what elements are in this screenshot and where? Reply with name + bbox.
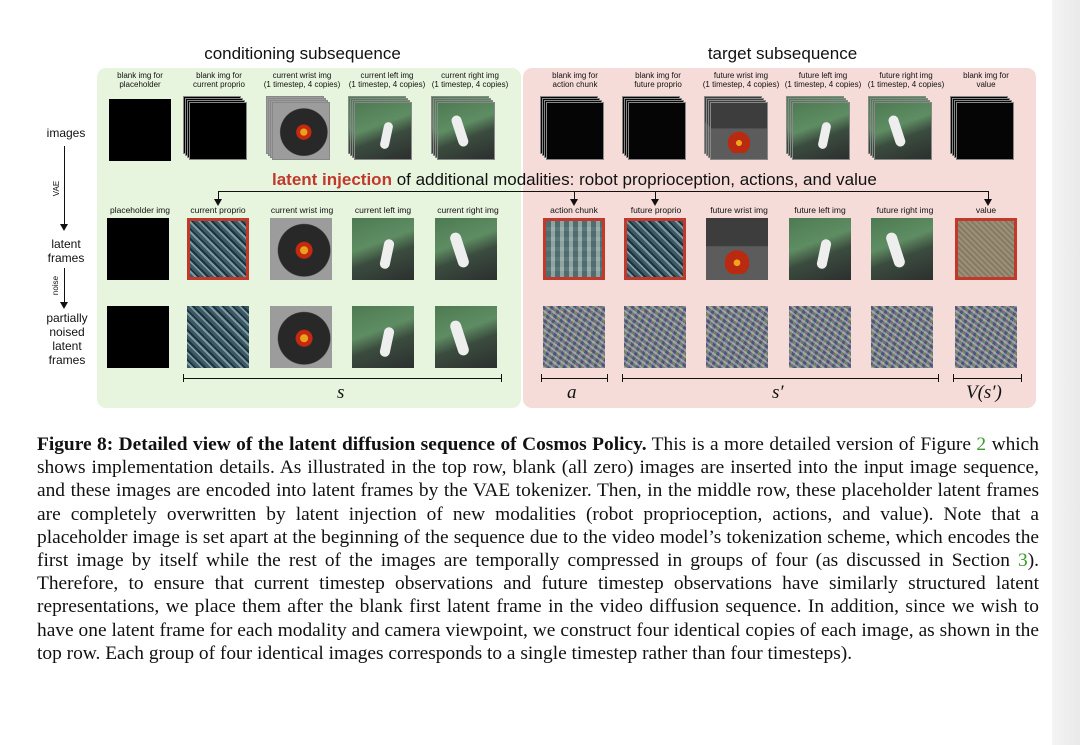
noised-current-left (352, 306, 414, 368)
caption-text-2: which shows implementation details. As illustrated in the top row, blank (all zero) images are inserted into the input image sequence, and these images are encoded into latent frames by the VAE tokenizer. Then, in the middle row, these placeholder latent frames are completely overwritten by latent injection of new modalities (robot proprioception, actions, and value). Note that a placeholder image is set apart at the beginning of the sequence due to the video model’s tokenization scheme, which encodes the first image by itself while the rest of the images are temporally compressed in groups of four (as discussed in Section (37, 434, 1039, 572)
noised-value (955, 306, 1017, 368)
image-stack-future-left (786, 96, 850, 160)
image-stack-future-proprio (622, 96, 686, 160)
noised-placeholder (107, 306, 169, 368)
top-label-value: blank img for value (963, 71, 1009, 89)
row-label-latent: latent frames (47, 237, 85, 265)
image-stack-action-chunk (540, 96, 604, 160)
bracket-value-tick-left (953, 374, 954, 382)
bracket-a (541, 378, 607, 379)
latent-future-right (871, 218, 933, 280)
caption-text-1: This is a more detailed version of Figure (646, 434, 977, 455)
noise-arrowhead (60, 302, 68, 309)
latent-current-wrist (270, 218, 332, 280)
caption-text-3: ). Therefore, to ensure that current timestep observations and future timestep observations have similarly structured latent representations, we place them after the blank first latent frame in the video diffusion sequence. In addition, since we wish to have one latent frame for each modality and camera viewpoint, we construct four identical copies of each image, as shown in the top row. Each group of four identical images corresponds to a single timestep rather than four timesteps). (37, 550, 1039, 664)
bracket-s-tick-left (183, 374, 184, 382)
latent-label-action-chunk: action chunk (550, 205, 598, 215)
conditioning-header: conditioning subsequence (204, 44, 401, 63)
bracket-s-prime (622, 378, 938, 379)
image-stack-future-right (868, 96, 932, 160)
noised-future-right (871, 306, 933, 368)
bracket-a-tick-left (541, 374, 542, 382)
bracket-s-prime-tick-left (622, 374, 623, 382)
bracket-s (183, 378, 501, 379)
latent-placeholder (107, 218, 169, 280)
top-label-action-chunk: blank img for action chunk (552, 71, 598, 89)
noised-future-proprio (624, 306, 686, 368)
latent-current-right (435, 218, 497, 280)
image-stack-current-left (348, 96, 412, 160)
bracket-value (953, 378, 1021, 379)
caption-figure-label: Figure 8: Detailed view of the latent diffusion sequence of Cosmos Policy. (37, 434, 647, 455)
noise-arrow (64, 268, 65, 304)
latent-label-value: value (975, 205, 997, 215)
noised-future-left (789, 306, 851, 368)
math-s: s (337, 382, 345, 403)
row-label-noised: partially noised latent frames (46, 311, 88, 367)
latent-action-chunk (543, 218, 605, 280)
latent-label-future-proprio: future proprio (630, 205, 682, 215)
top-label-future-proprio: blank img for future proprio (634, 71, 682, 89)
noised-current-proprio (187, 306, 249, 368)
latent-label-current-left: current left img (354, 205, 412, 215)
latent-label-current-proprio: current proprio (190, 205, 246, 215)
vae-label: VAE (52, 180, 62, 197)
top-label-current-proprio: blank img for current proprio (192, 71, 246, 89)
image-stack-current-wrist (266, 96, 330, 160)
image-stack-value (950, 96, 1014, 160)
image-stack-future-wrist (704, 96, 768, 160)
latent-future-left (789, 218, 851, 280)
target-header: target subsequence (707, 44, 858, 63)
latent-current-left (352, 218, 414, 280)
top-label-future-left: future left img (1 timestep, 4 copies) (784, 71, 862, 89)
latent-label-future-wrist: future wrist img (710, 205, 768, 215)
latent-label-future-left: future left img (794, 205, 846, 215)
latent-injection-label: latent injection of additional modalities: robot proprioception, actions, and value (272, 170, 877, 189)
noised-future-wrist (706, 306, 768, 368)
top-label-current-wrist: current wrist img (1 timestep, 4 copies) (263, 71, 341, 89)
image-stack-current-proprio (183, 96, 247, 160)
latent-label-placeholder: placeholder img (109, 205, 170, 215)
bracket-value-tick-right (1021, 374, 1022, 382)
image-stack-current-right (431, 96, 495, 160)
vae-arrow (64, 146, 65, 226)
noise-label: noise (51, 275, 61, 296)
noised-action-chunk (543, 306, 605, 368)
bracket-s-prime-tick-right (938, 374, 939, 382)
top-label-future-wrist: future wrist img (1 timestep, 4 copies) (702, 71, 780, 89)
top-label-current-right: current right img (1 timestep, 4 copies) (431, 71, 509, 89)
bracket-a-tick-right (607, 374, 608, 382)
top-label-placeholder: blank img for placeholder (117, 71, 163, 89)
noised-current-right (435, 306, 497, 368)
latent-label-current-wrist: current wrist img (270, 205, 334, 215)
image-blank-placeholder (109, 99, 171, 161)
latent-label-current-right: current right img (437, 205, 499, 215)
noised-current-wrist (270, 306, 332, 368)
math-a: a (567, 382, 577, 403)
section-3-link[interactable]: 3 (1017, 550, 1028, 572)
injection-bracket (218, 191, 988, 192)
latent-value (955, 218, 1017, 280)
top-label-current-left: current left img (1 timestep, 4 copies) (348, 71, 426, 89)
math-value: V(s′) (966, 382, 1002, 403)
latent-future-wrist (706, 218, 768, 280)
row-label-images: images (46, 126, 86, 140)
figure-caption (37, 433, 1039, 665)
figure-2-link[interactable]: 2 (976, 434, 987, 455)
latent-label-future-right: future right img (876, 205, 934, 215)
top-label-future-right: future right img (1 timestep, 4 copies) (867, 71, 945, 89)
page-edge-shadow (1052, 0, 1080, 745)
bracket-s-tick-right (501, 374, 502, 382)
math-s-prime: s′ (772, 382, 784, 403)
latent-current-proprio (187, 218, 249, 280)
vae-arrowhead (60, 224, 68, 231)
latent-future-proprio (624, 218, 686, 280)
